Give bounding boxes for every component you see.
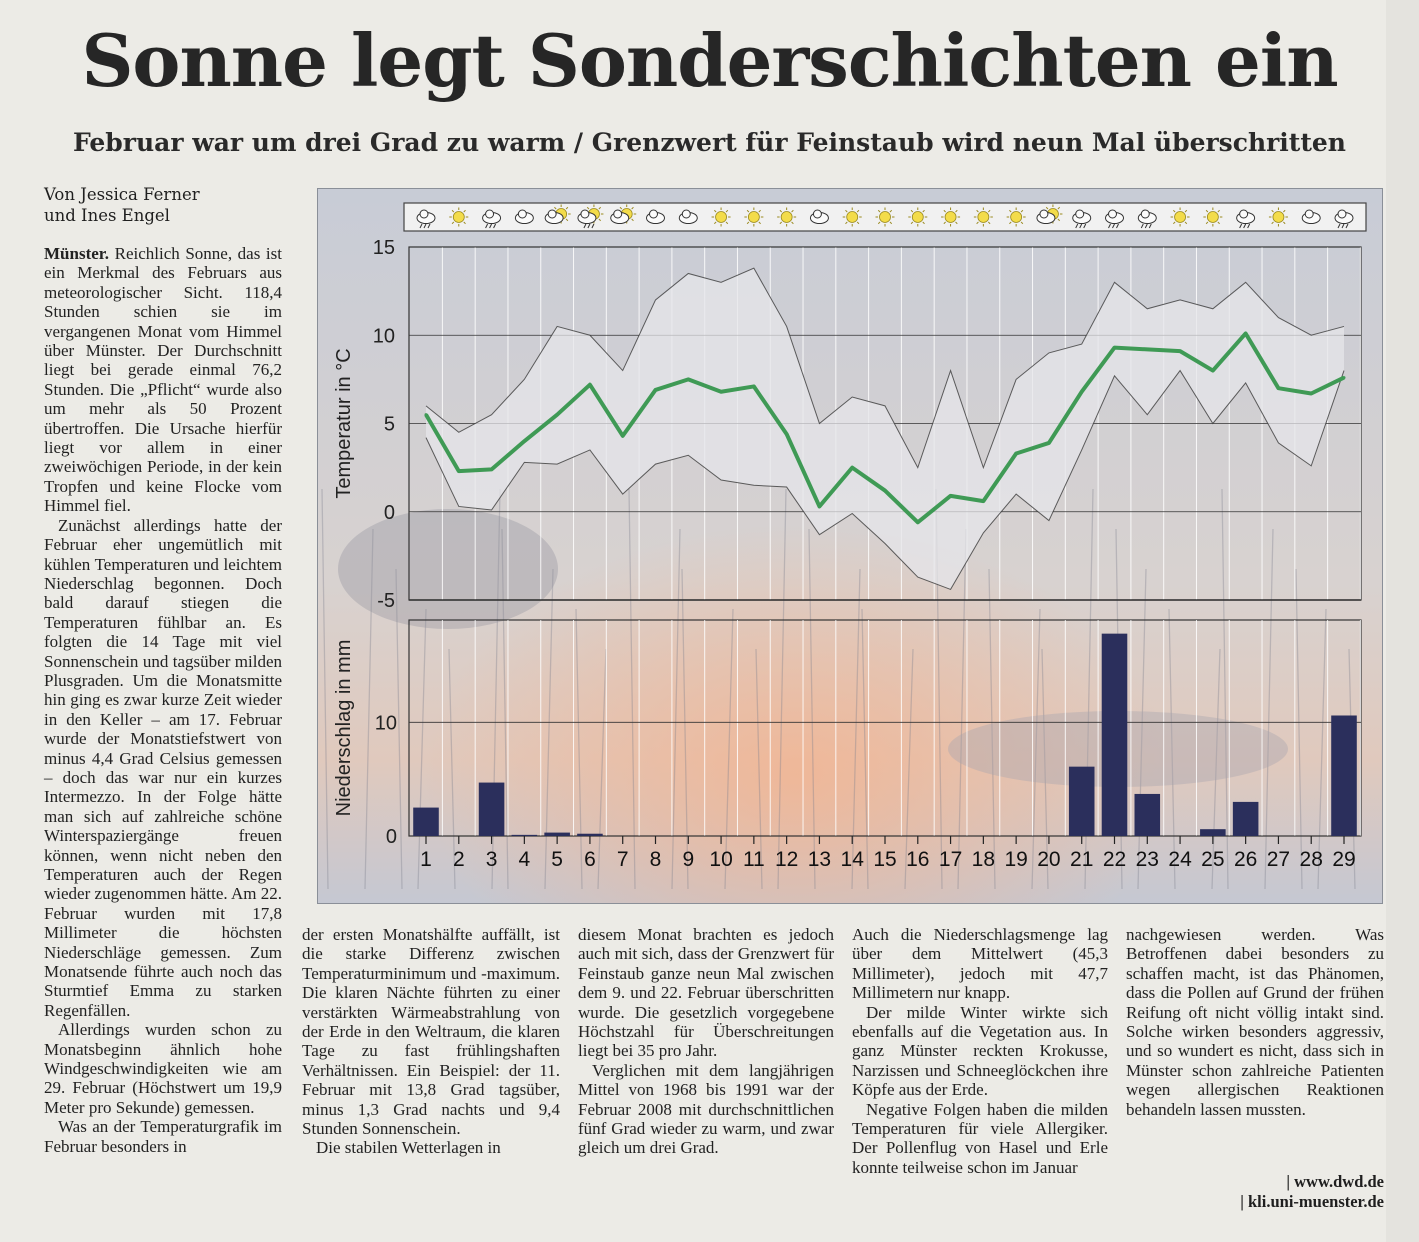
sun-disc <box>880 212 891 223</box>
cloud-puff <box>518 210 526 218</box>
sun-disc <box>1273 212 1284 223</box>
cloud-puff <box>1109 210 1117 218</box>
byline <box>44 184 200 226</box>
temperature-y-tick-label: 10 <box>372 325 395 348</box>
article-column-4 <box>852 925 1108 1177</box>
mean-temperature-point <box>490 468 493 471</box>
precipitation-axis-label: Niederschlag in mm <box>333 639 355 817</box>
mean-temperature-point <box>982 500 985 503</box>
paragraph: Die stabilen Wetterlagen in <box>316 1138 501 1158</box>
precipitation-bar <box>512 835 538 836</box>
day-tick-label: 1 <box>420 848 432 871</box>
cloud-puff <box>813 210 821 218</box>
paragraph: Zunächst allerdings hatte der Februar eher ungemütlich mit kühlen Temperaturen und leichtem Niederschlag begonnen. Doch bald darauf stiegen die Temperaturen fühlbar an. Es folgten die 14 Tage mit viel Sonnenschein und tagsüber milden Plusgraden. Um die Monatsmitte hin ging es zwar kurze Zeit wieder in den Keller – am 17. Februar wurde der Monatstiefstwert von minus 4,4 Grad Celsius gemessen – doch das war nur ein kurzes Intermezzo. In der Folge hätte man sich auf zahlreiche schöne Winterspaziergänge freuen können, wenn nicht neben den Temperaturen auch der Regen wieder zugenommen hätte. Am 22. Februar wurden mit 17,8 Millimeter die höchsten Niederschläge gemessen. Zum Monatsende führte auch noch das Sturmtief Emma zu starken Regenfällen. <box>44 515 282 1020</box>
day-tick-label: 2 <box>452 848 465 871</box>
weather-chart <box>318 189 1382 903</box>
headline: Sonne legt Sonderschichten ein <box>81 18 1338 103</box>
day-tick-label: 13 <box>807 848 832 871</box>
cloud-puff <box>420 210 428 218</box>
sun-disc <box>781 212 792 223</box>
mean-temperature-point <box>752 385 755 388</box>
precipitation-y-tick-label: 10 <box>374 712 397 735</box>
day-tick-label: 12 <box>774 848 799 871</box>
day-tick-label: 23 <box>1135 848 1159 871</box>
day-tick-label: 10 <box>709 848 733 871</box>
cloud-puff <box>1141 210 1149 218</box>
paragraph: Auch die Niederschlagsmenge lag über dem Mittelwert (45,3 Millimeter), jedoch mit 47,7 Millimetern nur knapp. <box>852 925 1108 1003</box>
sun-disc <box>1011 212 1022 223</box>
day-tick-label: 11 <box>742 848 765 871</box>
precipitation-bar <box>544 833 570 836</box>
paragraph: Was an der Temperaturgrafik im Februar besonders in <box>44 1117 282 1156</box>
day-tick-label: 6 <box>584 848 596 871</box>
day-tick-label: 17 <box>938 848 963 871</box>
paragraph: nachgewiesen werden. Was Betroffenen dabei besonders zu schaffen macht, ist das Phänomen, dass die Pollen auf Grund der frühen Reifung oft nicht völlig intakt sind. Solche wirken besonders aggressiv, und so wundert es nicht, dass sich in Münster schon zahlreiche Patienten wegen allergischen Reaktionen behandeln lassen mussten. <box>1126 925 1384 1119</box>
background-shape <box>338 509 558 629</box>
day-tick-label: 16 <box>906 848 930 871</box>
article-column-5 <box>1126 925 1384 1119</box>
sun-disc <box>978 212 989 223</box>
precipitation-y-tick-label: 0 <box>385 826 397 848</box>
byline-line: Von Jessica Ferner <box>44 185 200 204</box>
cloud-puff <box>1240 210 1248 218</box>
cloud-puff <box>548 210 556 218</box>
byline-line: und Ines Engel <box>44 206 170 225</box>
precipitation-bar <box>1200 829 1226 836</box>
chart-canvas <box>318 189 1382 903</box>
day-tick-label: 28 <box>1299 848 1323 871</box>
day-tick-label: 15 <box>873 848 897 871</box>
article-column-1 <box>44 244 282 1156</box>
sun-disc <box>1207 212 1218 223</box>
sun-disc <box>748 212 759 223</box>
source-links <box>1200 1172 1384 1212</box>
day-tick-label: 18 <box>971 848 996 871</box>
paragraph: Negative Folgen haben die milden Temperaturen für viele Allergiker. Der Pollenflug von Hasel und Erle konnte teilweise schon im Januar <box>852 1099 1108 1177</box>
cloud-puff <box>581 210 589 218</box>
mean-temperature-point <box>818 505 821 508</box>
mean-temperature-point <box>556 413 559 416</box>
mean-temperature-point <box>687 378 690 381</box>
cloud-puff <box>1338 210 1346 218</box>
mean-temperature-point <box>1015 452 1018 455</box>
cloud-puff <box>650 210 658 218</box>
source-link[interactable]: | kli.uni-muenster.de <box>1240 1192 1384 1211</box>
mean-temperature-point <box>884 489 887 492</box>
temperature-y-tick-label: 5 <box>383 413 395 436</box>
paragraph-text: Reichlich Sonne, das ist ein Merkmal des Februars aus meteorologischer Sicht. 118,4 Stunden schien sie im vergangenen Monat vom Himmel über Münster. Der Durchschnitt liegt bei gerade einmal 76,2 Stunden. Die „Pflicht“ wurde also um mehr als 50 Prozent übertroffen. Die Ursache hierfür liegt vor allem in einer zweiwöchigen Periode, in der kein Tropfen und keine Flocke vom Himmel fiel. <box>44 244 282 516</box>
temperature-y-tick-label: 15 <box>372 237 395 259</box>
day-tick-label: 3 <box>485 848 498 871</box>
mean-temperature-point <box>1080 390 1083 393</box>
precipitation-bar <box>1102 634 1128 836</box>
mean-temperature-point <box>916 521 919 524</box>
mean-temperature-point <box>785 433 788 436</box>
temperature-axis-label: Temperatur in °C <box>333 348 355 499</box>
sun-disc <box>847 212 858 223</box>
precipitation-bar <box>1331 715 1357 836</box>
precipitation-bar <box>413 808 439 836</box>
day-tick-label: 27 <box>1266 848 1291 871</box>
mean-temperature-point <box>1179 350 1182 353</box>
cloud-puff <box>1076 210 1084 218</box>
day-tick-label: 5 <box>551 848 563 871</box>
day-tick-label: 26 <box>1233 848 1258 871</box>
mean-temperature-point <box>654 388 657 391</box>
mean-temperature-point <box>1113 346 1116 349</box>
cloud-puff <box>614 210 622 218</box>
article-column-2 <box>302 925 560 1158</box>
source-link-text: www.dwd.de <box>1294 1172 1384 1191</box>
precipitation-bar <box>1134 794 1160 836</box>
sun-disc <box>453 212 464 223</box>
temperature-y-tick-label: 0 <box>383 501 395 524</box>
precipitation-bar <box>1233 802 1259 836</box>
day-tick-label: 20 <box>1037 848 1061 871</box>
mean-temperature-point <box>588 383 591 386</box>
sun-disc <box>1175 212 1186 223</box>
day-tick-label: 25 <box>1201 848 1225 871</box>
day-tick-label: 8 <box>649 848 662 871</box>
day-tick-label: 19 <box>1004 848 1028 871</box>
sun-disc <box>912 212 923 223</box>
mean-temperature-point <box>720 390 723 393</box>
mean-temperature-point <box>425 413 428 416</box>
article-column-3 <box>578 925 834 1158</box>
mean-temperature-point <box>1047 441 1050 444</box>
day-tick-label: 7 <box>616 848 629 871</box>
mean-temperature-point <box>851 466 854 469</box>
paragraph: Allerdings wurden schon zu Monatsbeginn ähnlich hohe Windgeschwindigkeiten wie am 29. Februar (Höchstwert um 19,9 Meter pro Sekunde) gemessen. <box>44 1020 282 1117</box>
day-tick-label: 29 <box>1332 848 1356 871</box>
mean-temperature-point <box>1277 387 1280 390</box>
mean-temperature-point <box>1310 392 1313 395</box>
precipitation-bar <box>577 834 603 836</box>
temperature-y-tick-label: -5 <box>377 590 395 612</box>
sun-disc <box>945 212 956 223</box>
sun-disc <box>716 212 727 223</box>
cloud-puff <box>486 210 494 218</box>
source-link[interactable]: | www.dwd.de <box>1286 1172 1384 1191</box>
source-link-text: kli.uni-muenster.de <box>1248 1192 1384 1211</box>
adjacent-page-edge <box>1386 0 1419 1242</box>
mean-temperature-point <box>1211 369 1214 372</box>
paragraph <box>44 244 282 516</box>
cloud-puff <box>1040 210 1048 218</box>
day-tick-label: 9 <box>682 848 695 871</box>
mean-temperature-point <box>949 494 952 497</box>
precipitation-bar <box>1069 767 1095 836</box>
mean-temperature-point <box>457 470 460 473</box>
mean-temperature-point <box>1244 332 1247 335</box>
mean-temperature-point <box>1343 376 1346 379</box>
day-tick-label: 14 <box>840 848 864 871</box>
paragraph: Der milde Winter wirkte sich ebenfalls auf die Vegetation aus. In ganz Münster reckten Krokusse, Narzissen und Schneeglöckchen ihre Köpfe aus der Erde. <box>852 1002 1108 1100</box>
cloud-puff <box>682 210 690 218</box>
mean-temperature-point <box>621 434 624 437</box>
paragraph: diesem Monat brachten es jedoch auch mit sich, dass der Grenzwert für Feinstaub ganze neun Mal zwischen dem 9. und 22. Februar überschritten wurde. Die gesetzlich vorgegebene Höchstzahl für Überschreitungen liegt bei 35 pro Jahr. <box>578 925 834 1061</box>
day-tick-label: 4 <box>518 848 531 871</box>
subheadline: Februar war um drei Grad zu warm / Grenzwert für Feinstaub wird neun Mal überschritten <box>73 128 1346 157</box>
day-tick-label: 22 <box>1102 848 1127 871</box>
mean-temperature-point <box>1146 348 1149 351</box>
paragraph: der ersten Monatshälfte auffällt, ist die starke Differenz zwischen Temperaturminimum und -maximum. Die klaren Nächte führten zu einer verstärkten Wärmeabstrahlung von der Erde in den Weltraum, die klaren Tage zu fast frühlingshaften Verhältnissen. Ein Beispiel: der 11. Februar mit 13,8 Grad tagsüber, minus 1,3 Grad nachts und 9,4 Stunden Sonnenschein. <box>302 925 560 1139</box>
cloud-puff <box>1305 210 1313 218</box>
day-tick-label: 24 <box>1168 848 1192 871</box>
paragraph: Verglichen mit dem langjährigen Mittel von 1968 bis 1991 war der Februar 2008 mit durchschnittlichen fünf Grad wieder zu warm, und zwar gleich um drei Grad. <box>578 1060 834 1158</box>
dateline: Münster. <box>44 244 110 263</box>
day-tick-label: 21 <box>1070 848 1094 871</box>
precipitation-bar <box>479 783 505 836</box>
mean-temperature-point <box>523 440 526 443</box>
